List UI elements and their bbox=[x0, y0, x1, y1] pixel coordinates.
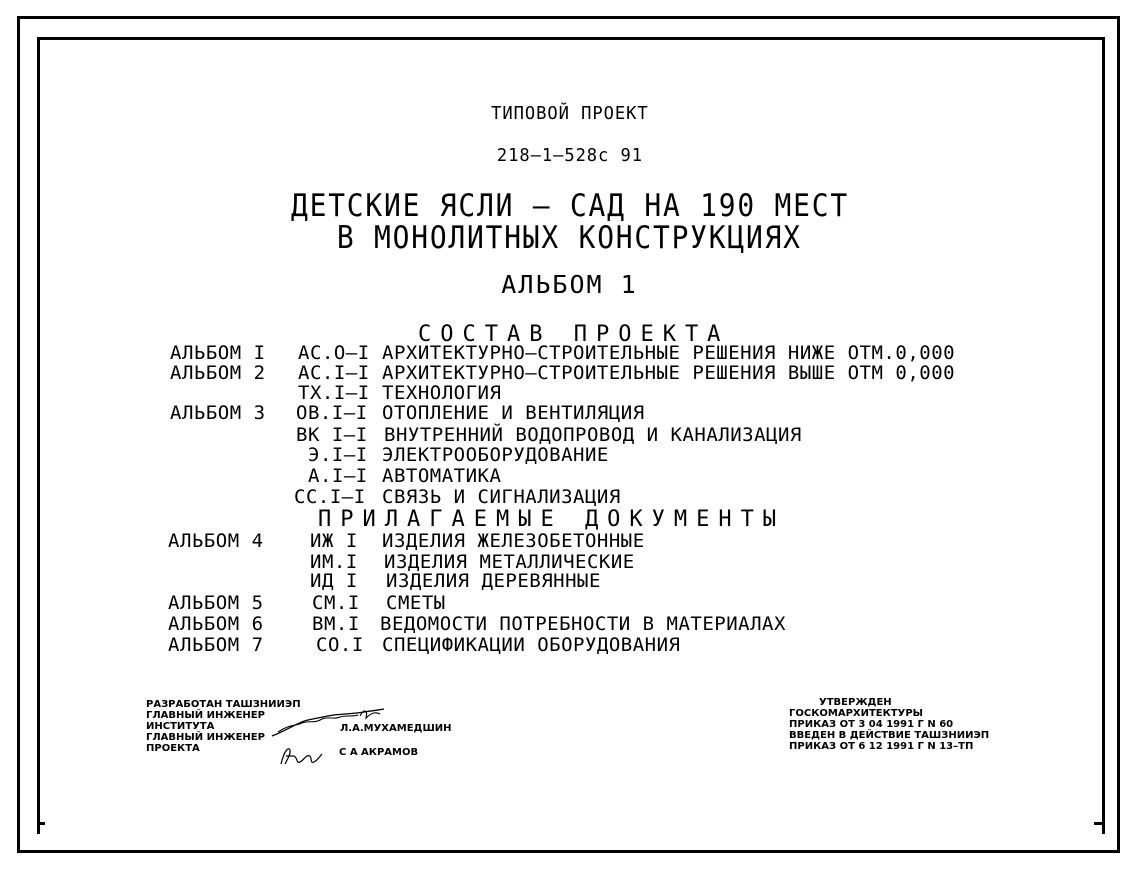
title-line1-wrap bbox=[0, 188, 1139, 224]
approval-line: ВВЕДЕН В ДЕЙСТВИЕ ТАШЗНИИЭП bbox=[789, 730, 990, 741]
row-title: АРХИТЕКТУРНО–СТРОИТЕЛЬНЫЕ РЕШЕНИЯ НИЖЕ ОТМ.0,000 bbox=[382, 342, 956, 364]
row-title: АВТОМАТИКА bbox=[382, 465, 502, 487]
row-code: СМ.I bbox=[312, 592, 360, 614]
row-album: АЛЬБОМ 6 bbox=[168, 613, 264, 635]
frame-tick-right bbox=[1094, 822, 1102, 825]
row-code: А.I–I bbox=[308, 465, 368, 487]
row-title: ВНУТРЕННИЙ ВОДОПРОВОД И КАНАЛИЗАЦИЯ bbox=[384, 424, 802, 446]
row-title: ИЗДЕЛИЯ ДЕРЕВЯННЫЕ bbox=[386, 570, 601, 592]
row-album: АЛЬБОМ 2 bbox=[170, 362, 266, 384]
project-code-wrap bbox=[0, 145, 1139, 166]
attached-heading: ПРИЛАГАЕМЫЕ ДОКУМЕНТЫ bbox=[318, 507, 786, 532]
album-heading-wrap bbox=[0, 270, 1139, 299]
developer-line: РАЗРАБОТАН ТАШЗНИИЭП bbox=[146, 699, 301, 710]
album-heading: АЛЬБОМ 1 bbox=[501, 270, 638, 299]
type-label-wrap bbox=[0, 103, 1139, 124]
row-title: ИЗДЕЛИЯ МЕТАЛЛИЧЕСКИЕ bbox=[384, 551, 635, 573]
developer-line: ГЛАВНЫЙ ИНЖЕНЕР bbox=[146, 710, 265, 721]
approval-line: УТВЕРЖДЕН bbox=[819, 697, 892, 708]
row-code: ТХ.I–I bbox=[298, 382, 370, 404]
row-code: СО.I bbox=[316, 634, 364, 656]
title-line2-wrap bbox=[0, 220, 1139, 256]
project-engineer-name: С А АКРАМОВ bbox=[339, 747, 419, 758]
row-code: Э.I–I bbox=[308, 444, 368, 466]
developer-line: ГЛАВНЫЙ ИНЖЕНЕР bbox=[146, 732, 265, 743]
row-code: СС.I–I bbox=[294, 486, 366, 508]
title-line1: ДЕТСКИЕ ЯСЛИ – САД НА 190 МЕСТ bbox=[290, 188, 849, 224]
row-album: АЛЬБОМ 4 bbox=[168, 530, 264, 552]
row-code: АС.О–I bbox=[298, 342, 370, 364]
approval-line: ПРИКАЗ ОТ 3 04 1991 Г N 60 bbox=[789, 719, 954, 730]
composition-heading: СОСТАВ ПРОЕКТА bbox=[418, 322, 730, 347]
row-album: АЛЬБОМ 7 bbox=[168, 634, 264, 656]
row-album: АЛЬБОМ I bbox=[170, 342, 266, 364]
row-code: ИМ.I bbox=[310, 551, 358, 573]
signature-icon bbox=[268, 706, 388, 742]
row-album: АЛЬБОМ 5 bbox=[168, 592, 264, 614]
approval-block bbox=[789, 697, 989, 752]
approval-line: ПРИКАЗ ОТ 6 12 1991 Г N 13–ТП bbox=[789, 741, 974, 752]
row-code: АС.I–I bbox=[298, 362, 370, 384]
chief-engineer-name: Л.А.МУХАМЕДШИН bbox=[340, 723, 452, 734]
row-title: СВЯЗЬ И СИГНАЛИЗАЦИЯ bbox=[382, 486, 621, 508]
row-code: ВК I–I bbox=[296, 424, 368, 446]
row-code: ИЖ I bbox=[310, 530, 358, 552]
row-code: ОВ.I–I bbox=[296, 402, 368, 424]
row-title: АРХИТЕКТУРНО–СТРОИТЕЛЬНЫЕ РЕШЕНИЯ ВЫШЕ ОТМ 0,000 bbox=[382, 362, 956, 384]
row-title: ИЗДЕЛИЯ ЖЕЛЕЗОБЕТОННЫЕ bbox=[382, 530, 645, 552]
developer-line: ИНСТИТУТА bbox=[146, 721, 215, 732]
row-code: ВМ.I bbox=[312, 613, 360, 635]
frame-tick-left bbox=[37, 822, 45, 825]
row-album: АЛЬБОМ 3 bbox=[170, 402, 266, 424]
row-code: ИД I bbox=[310, 570, 358, 592]
type-label: ТИПОВОЙ ПРОЕКТ bbox=[490, 103, 649, 124]
title-line2: В МОНОЛИТНЫХ КОНСТРУКЦИЯХ bbox=[337, 220, 802, 256]
developer-line: ПРОЕКТА bbox=[146, 743, 200, 754]
row-title: ВЕДОМОСТИ ПОТРЕБНОСТИ В МАТЕРИАЛАХ bbox=[380, 613, 786, 635]
row-title: ЭЛЕКТРООБОРУДОВАНИЕ bbox=[382, 444, 609, 466]
signature-icon bbox=[278, 742, 324, 770]
row-title: СПЕЦИФИКАЦИИ ОБОРУДОВАНИЯ bbox=[382, 634, 681, 656]
row-title: СМЕТЫ bbox=[386, 592, 446, 614]
approval-line: ГОСКОМАРХИТЕКТУРЫ bbox=[789, 708, 924, 719]
row-title: ТЕХНОЛОГИЯ bbox=[382, 382, 502, 404]
row-title: ОТОПЛЕНИЕ И ВЕНТИЛЯЦИЯ bbox=[382, 402, 645, 424]
project-code: 218–1–528с 91 bbox=[496, 145, 643, 166]
